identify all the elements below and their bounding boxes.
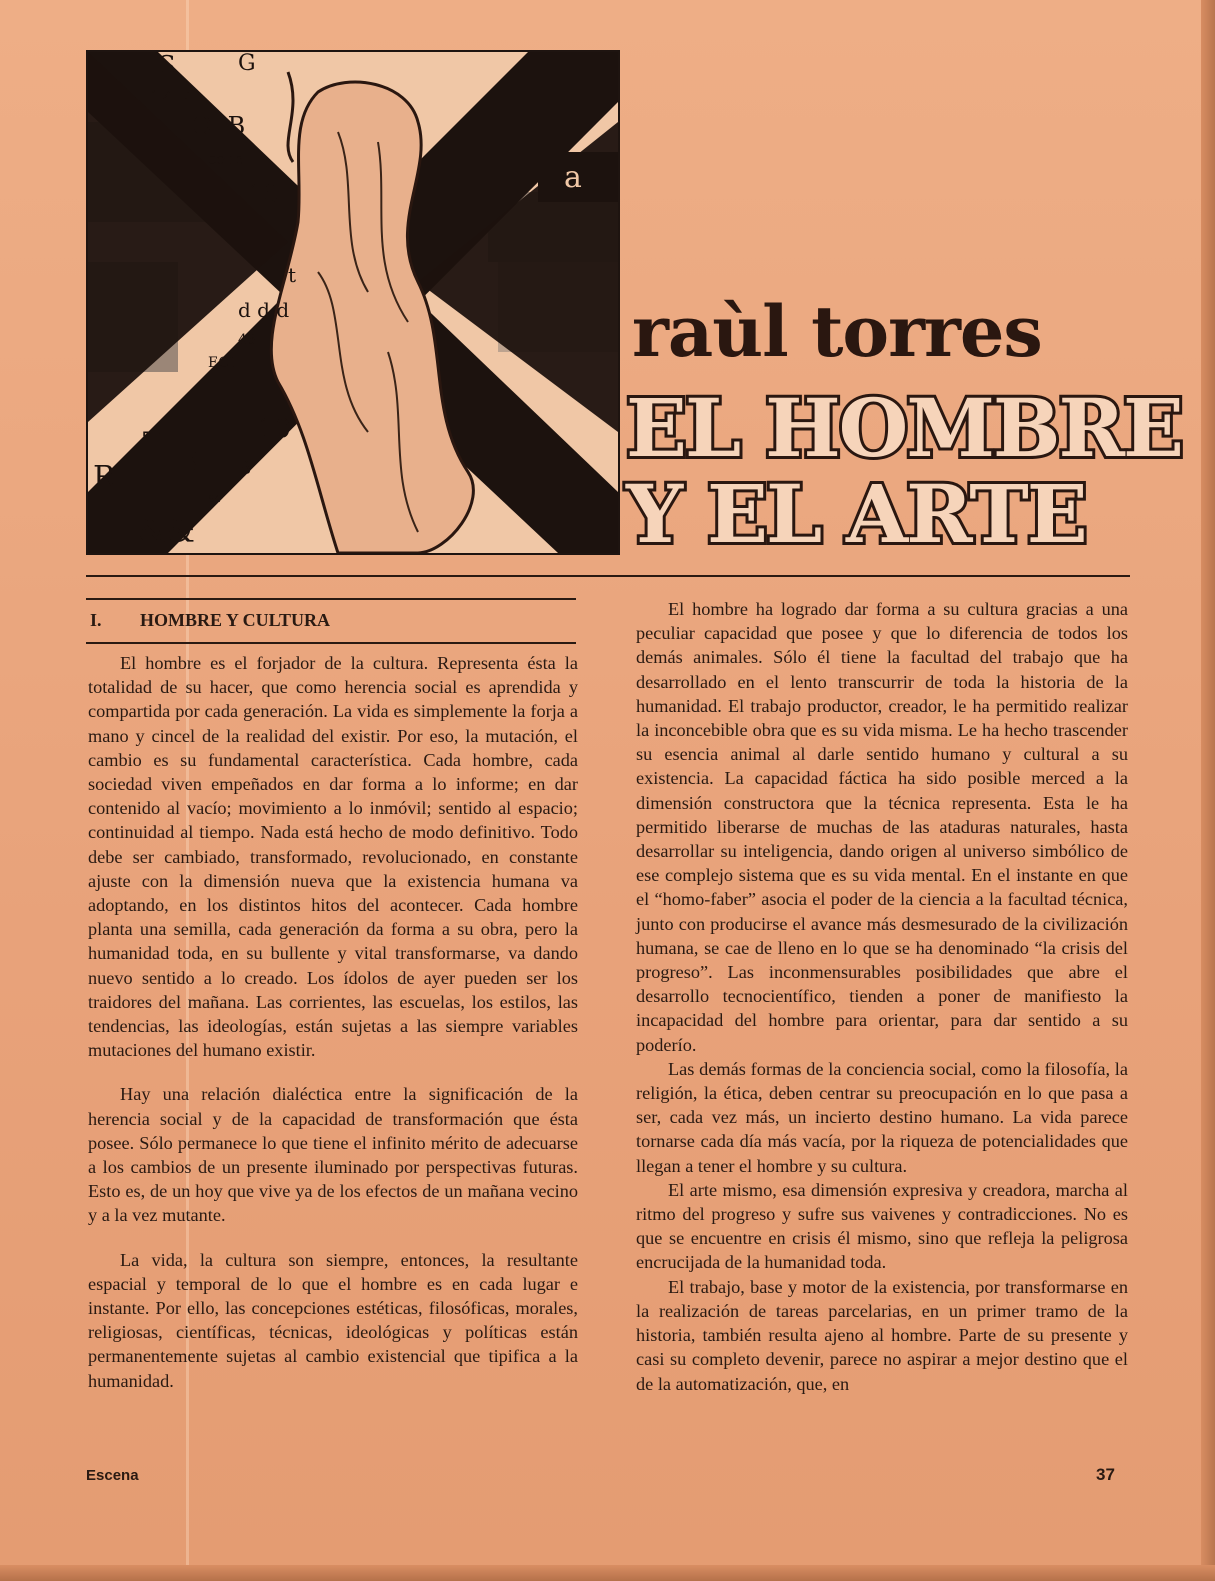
page-edge-bottom bbox=[0, 1565, 1215, 1581]
collage-letter: 14F bbox=[150, 85, 190, 109]
collage-letter: B bbox=[238, 458, 252, 479]
magazine-name: Escena bbox=[86, 1467, 139, 1484]
collage-letter: G bbox=[238, 52, 256, 76]
collage-letter: T bbox=[143, 426, 162, 459]
left-paragraph-1: El hombre es el forjador de la cultura. Representa ésta la totalidad de su hacer, que como herencia social es aprendida y compartida por cada generación. La vida es simplemente la forja a mano y cincel de la realidad del existir. Por eso, la mutación, el cambio es su fundamental característica. Cada hombre, cada sociedad viven empeñados en dar forma a lo informe; en dar contenido al vacío; movimiento a lo inmóvil; sentido al espacio; continuidad al tiempo. Nada está hecho de modo definitivo. Todo debe ser cambiado, transformado, revolucionado, en constante ajuste con la dimensión nueva que la existencia humana va adoptando, en los distintos hitos del acontecer. Cada hombre planta una semilla, cada generación da forma a su obra, pero la humanidad toda, en su bullente y vital transformarse, va dando nuevo sentido a lo creado. Los ídolos de ayer pueden ser los traidores del mañana. Las corrientes, las escuelas, los estilos, las tendencias, las ideologías, están sujetas a las siempre variables mutaciones del humano existir. bbox=[88, 653, 578, 1061]
article-title-line2: Y EL ARTE bbox=[626, 467, 1086, 561]
article-title-line1: EL HOMBRE bbox=[626, 381, 1182, 475]
collage-letter: R bbox=[178, 444, 200, 477]
collage-letter: S bbox=[158, 52, 176, 81]
collage-letter: 16 bbox=[248, 180, 279, 208]
right-paragraph-4: El trabajo, base y motor de la existencia, por transformarse en la realización de tareas parcelarias, en un primer tramo de la historia, también resulta ajeno al hombre. Parte de su presente y casi su completo devenir, parece no aspirar a mejor destino que el de la automatización, que, en bbox=[636, 1276, 1128, 1394]
right-paragraph-3: El arte mismo, esa dimensión expresiva y creadora, marcha al ritmo del progreso y sufre sus vaivenes y contradicciones. No es que se encuentre en crisis él mismo, sino que refleja la peligrosa encrucijada de la humanidad toda. bbox=[636, 1179, 1128, 1273]
collage-letter: ECI bbox=[208, 355, 235, 371]
right-column bbox=[636, 597, 1128, 1396]
left-column bbox=[88, 651, 578, 1393]
right-paragraph-2: Las demás formas de la conciencia social, como la filosofía, la religión, la ética, deben centrar su preocupación en lo que pasa a ser, cada vez más, un incierto destino humano. La vida parece tornarse cada día más vacía, por la riqueza de potencialidades que llegan a tener el hombre y su cultura. bbox=[636, 1058, 1128, 1176]
collage-letter: 43 bbox=[238, 332, 256, 348]
page-number: 37 bbox=[1096, 1465, 1115, 1484]
collage-letter: t bbox=[288, 263, 297, 287]
left-paragraph-2: Hay una relación dialéctica entre la significación de la herencia social y de la capacidad de transformación que ésta posee. Sólo permanece lo que tiene el infinito mérito de adecuarse a los cambios de un presente iluminado por perspectivas futuras. Esto es, de un hoy que vive ya de los efectos de un mañana vecino y a la vez mutante. bbox=[88, 1084, 578, 1226]
collage-letter: R bbox=[93, 460, 116, 495]
collage-letter: d d,d bbox=[238, 298, 290, 322]
right-paragraph-1: El hombre ha logrado dar forma a su cultura gracias a una peculiar capacidad que posee y que lo diferencia de todos los demás animales. Sólo él tiene la facultad del trabajo que ha desarrollado en el lento transcurrir de toda la historia de la humanidad. El trabajo productor, creador, le ha permitido realizar la inconcebible obra que es su vida misma. Le ha hecho trascender su esencia animal al darle sentido humano y cultural a su existencia. La capacidad fáctica ha sido posible merced a la dimensión constructora que la técnica representa. Esta le ha permitido liberarse de muchas de las ataduras naturales, hasta desarrollar su inteligencia, dando origen al universo simbólico de ese complejo sistema que es su vida mental. En el instante en que el “homo-faber” asocia el poder de la ciencia a la facultad técnica, junto con producirse el avance más desmesurado de la civilización humana, se cae de lleno en lo que se ha denominado “la crisis del progreso”. Las inconmensurables posibilidades que abre el desarrollo tecnocientífico, tienden a poner de manifiesto la incapacidad del hombre para orientar, para dar sentido a su poderío. bbox=[636, 599, 1128, 1055]
collage-letter: 10 bbox=[258, 414, 292, 444]
x-illustration bbox=[86, 50, 620, 555]
illustration-letter-a: a bbox=[564, 160, 582, 195]
header-divider bbox=[86, 575, 1130, 577]
author-name: raùl torres bbox=[632, 290, 1042, 373]
page-edge-right bbox=[1201, 0, 1215, 1581]
section-title: HOMBRE Y CULTURA bbox=[140, 610, 331, 630]
illustration-graphic bbox=[88, 52, 618, 553]
section-number: I. bbox=[90, 610, 102, 630]
section-heading bbox=[86, 598, 576, 644]
collage-letter: 84 bbox=[208, 494, 221, 505]
collage-letter: && bbox=[138, 512, 195, 550]
left-paragraph-3: La vida, la cultura son siempre, entonces, la resultante espacial y temporal de lo que el hombre es en cada lugar e instante. Por ello, las concepciones estéticas, filosóficas, morales, religiosas, científicas, técnicas, ideológicas y políticas están permanentemente sujetas al cambio existencial que tipifica a la humanidad. bbox=[88, 1249, 578, 1391]
collage-letter: OLB bbox=[192, 112, 246, 140]
collage-letter: CO 12 bbox=[208, 154, 243, 167]
